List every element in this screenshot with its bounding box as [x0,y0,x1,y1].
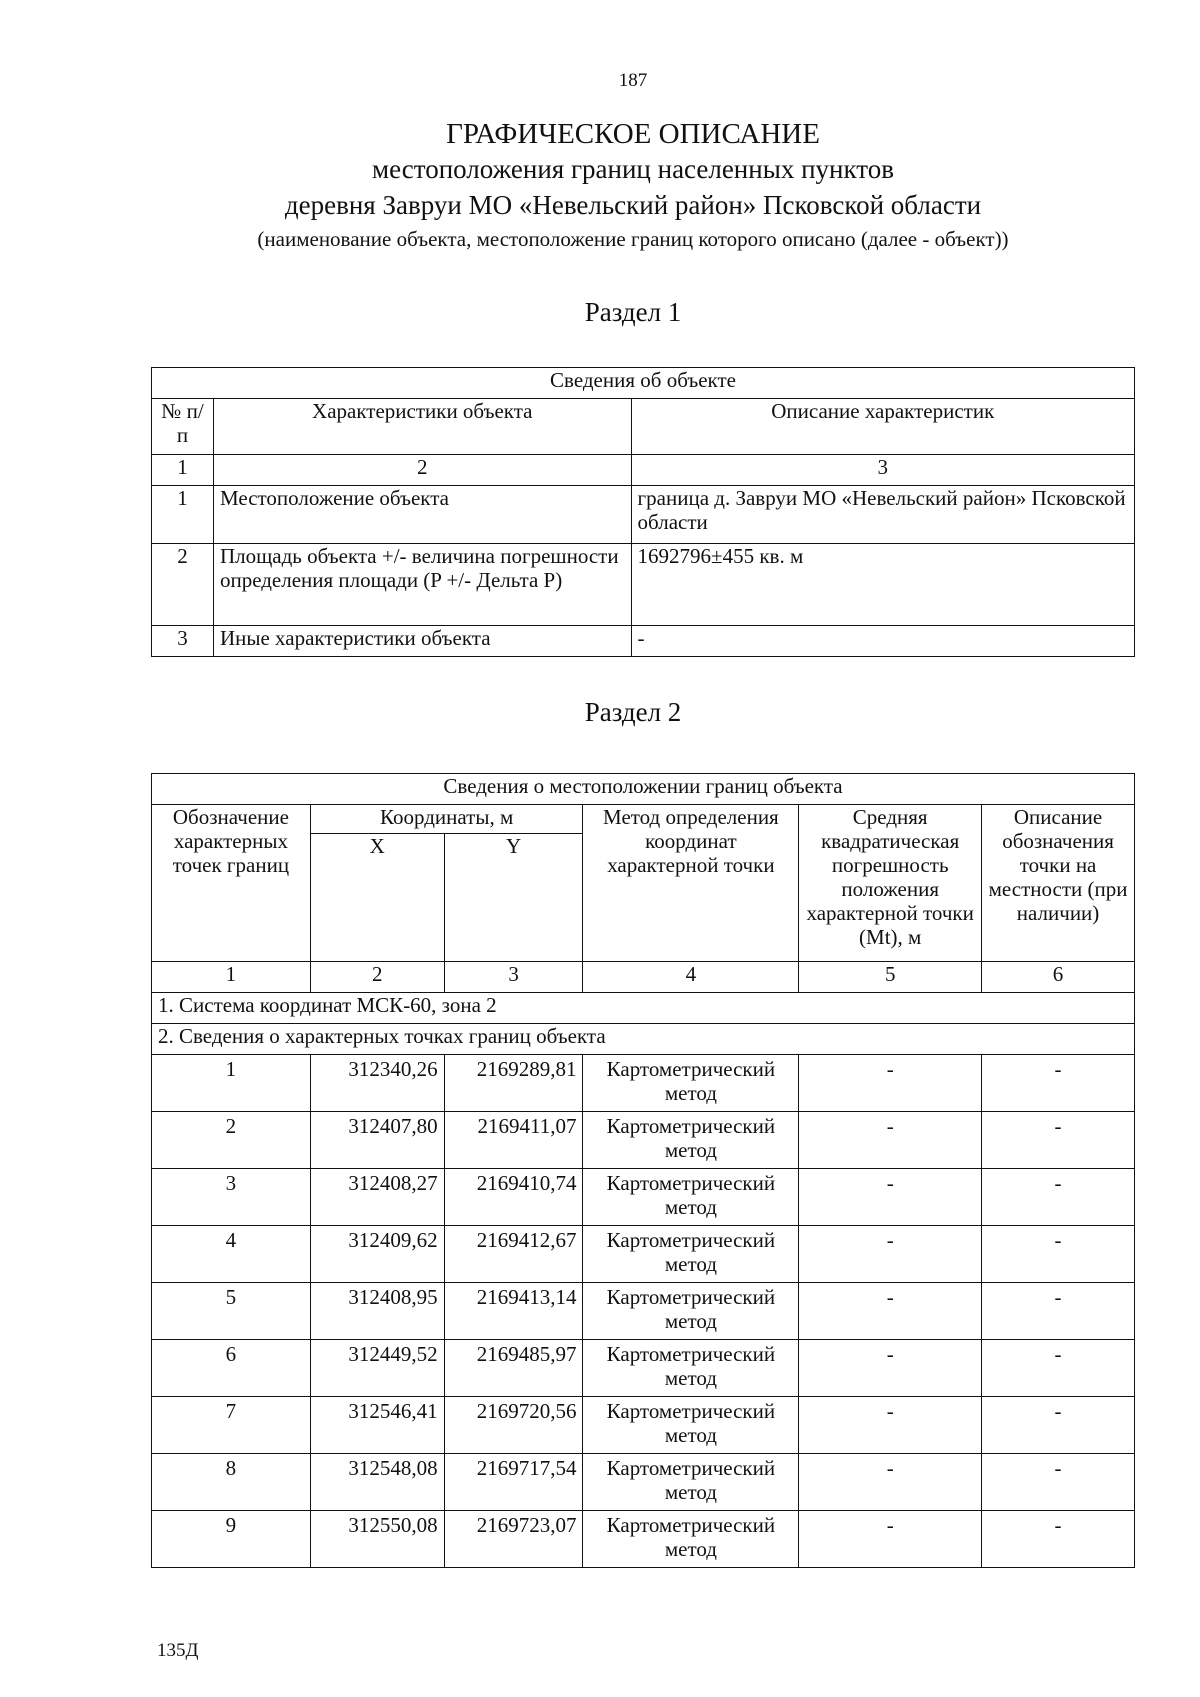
col-number: 3 [444,962,583,993]
method: Картометрический метод [583,1169,799,1226]
point-description: - [982,1169,1135,1226]
table-row [152,1454,1135,1511]
point-number: 4 [152,1226,311,1283]
col-number: 5 [799,962,982,993]
mt-error: - [799,1283,982,1340]
header-point-description: Описание обозначения точки на местности (при наличии) [982,805,1135,962]
coord-y: 2169412,67 [444,1226,583,1283]
coord-y: 2169410,74 [444,1169,583,1226]
point-description: - [982,1283,1135,1340]
col-number: 1 [152,962,311,993]
coord-x: 312548,08 [310,1454,444,1511]
header-error: Средняя квадратическая погрешность положения характерной точки (Mt), м [799,805,982,962]
point-description: - [982,1397,1135,1454]
header-point: Обозначение характерных точек границ [152,805,311,962]
page-number: 187 [618,70,648,91]
coord-x: 312408,95 [310,1283,444,1340]
section-2-heading: Раздел 2 [584,697,682,727]
col-number: 1 [152,455,214,486]
method: Картометрический метод [583,1340,799,1397]
row-number: 1 [152,486,214,544]
table-row [152,1511,1135,1568]
header-method: Метод определения координат характерной точки [583,805,799,962]
table-row [152,1055,1135,1112]
coord-x: 312550,08 [310,1511,444,1568]
table-row [152,1340,1135,1397]
mt-error: - [799,1226,982,1283]
header-coordinates: Координаты, м [310,805,583,834]
col-number: 6 [982,962,1135,993]
mt-error: - [799,1397,982,1454]
title-line-3: деревня Завруи МО «Невельский район» Псковской области [284,190,982,220]
row-characteristic: Иные характеристики объекта [213,626,631,657]
col-number: 3 [631,455,1134,486]
row-characteristic: Местоположение объекта [213,486,631,544]
header-num: № п/п [152,399,214,455]
coord-y: 2169723,07 [444,1511,583,1568]
method: Картометрический метод [583,1112,799,1169]
row-number: 2 [152,544,214,626]
table-row [152,1283,1135,1340]
coord-y: 2169720,56 [444,1397,583,1454]
coord-y: 2169717,54 [444,1454,583,1511]
section-1-heading: Раздел 1 [584,297,682,327]
point-number: 8 [152,1454,311,1511]
table-row [152,1112,1135,1169]
point-number: 7 [152,1397,311,1454]
row-description: - [631,626,1134,657]
method: Картометрический метод [583,1397,799,1454]
points-body [152,1055,1135,1568]
table-row [152,626,1135,657]
boundary-points-table [151,773,1135,1568]
point-number: 3 [152,1169,311,1226]
col-number: 2 [213,455,631,486]
coord-y: 2169289,81 [444,1055,583,1112]
method: Картометрический метод [583,1055,799,1112]
table-row [152,486,1135,544]
coord-x: 312340,26 [310,1055,444,1112]
table-row [152,1169,1135,1226]
title-line-2: местоположения границ населенных пунктов [372,154,894,184]
object-info-table [151,367,1135,657]
table-row [152,1226,1135,1283]
point-number: 9 [152,1511,311,1568]
mt-error: - [799,1055,982,1112]
point-number: 5 [152,1283,311,1340]
title-main: ГРАФИЧЕСКОЕ ОПИСАНИЕ [446,118,820,150]
document-title [0,117,1200,253]
mt-error: - [799,1511,982,1568]
table-title: Сведения об объекте [152,368,1135,399]
mt-error: - [799,1112,982,1169]
header-y: Y [444,834,583,962]
mt-error: - [799,1169,982,1226]
col-number: 4 [583,962,799,993]
row-description: 1692796±455 кв. м [631,544,1134,626]
method: Картометрический метод [583,1511,799,1568]
coord-y: 2169413,14 [444,1283,583,1340]
method: Картометрический метод [583,1226,799,1283]
point-description: - [982,1511,1135,1568]
method: Картометрический метод [583,1454,799,1511]
coord-x: 312408,27 [310,1169,444,1226]
point-description: - [982,1340,1135,1397]
footer-code: 135Д [157,1640,199,1661]
mt-error: - [799,1340,982,1397]
row-description: граница д. Завруи МО «Невельский район» Псковской области [631,486,1134,544]
row-number: 3 [152,626,214,657]
point-description: - [982,1454,1135,1511]
coordinate-system-row: 1. Система координат МСК-60, зона 2 [152,993,1135,1024]
point-description: - [982,1226,1135,1283]
points-section-row: 2. Сведения о характерных точках границ объекта [152,1024,1135,1055]
coord-x: 312407,80 [310,1112,444,1169]
mt-error: - [799,1454,982,1511]
table-row [152,1397,1135,1454]
point-number: 2 [152,1112,311,1169]
point-number: 1 [152,1055,311,1112]
coord-x: 312546,41 [310,1397,444,1454]
header-description: Описание характеристик [631,399,1134,455]
col-number: 2 [310,962,444,993]
coord-x: 312449,52 [310,1340,444,1397]
row-characteristic: Площадь объекта +/- величина погрешности определения площади (P +/- Дельта P) [213,544,631,626]
coord-x: 312409,62 [310,1226,444,1283]
point-description: - [982,1055,1135,1112]
header-characteristics: Характеристики объекта [213,399,631,455]
coord-y: 2169485,97 [444,1340,583,1397]
method: Картометрический метод [583,1283,799,1340]
table-title: Сведения о местоположении границ объекта [152,774,1135,805]
point-description: - [982,1112,1135,1169]
title-note: (наименование объекта, местоположение границ которого описано (далее - объект)) [257,227,1009,251]
header-x: X [310,834,444,962]
coord-y: 2169411,07 [444,1112,583,1169]
point-number: 6 [152,1340,311,1397]
table-row [152,544,1135,626]
